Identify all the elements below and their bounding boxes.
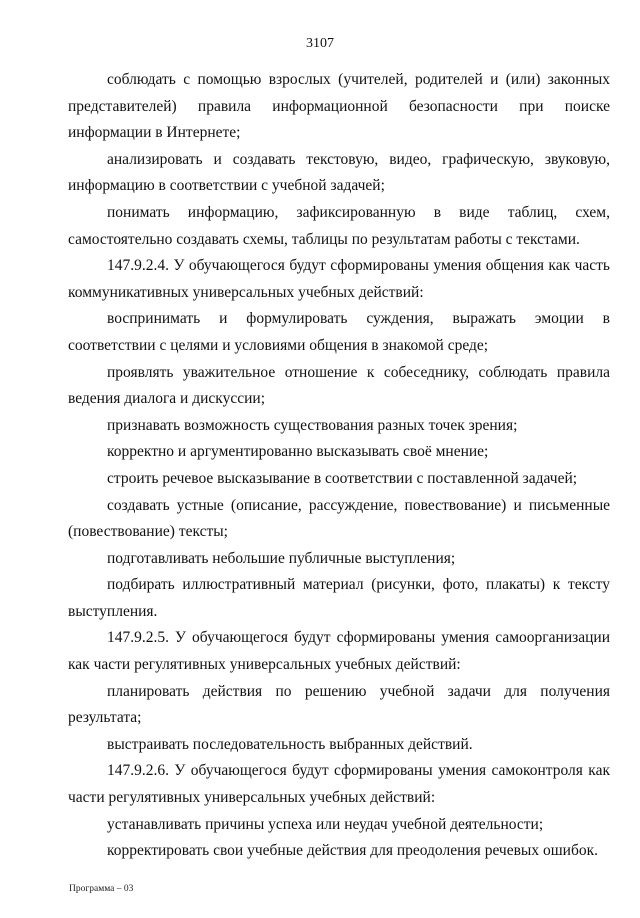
paragraph: подбирать иллюстративный материал (рисунки, фото, плакаты) к тексту выступления. <box>68 576 610 620</box>
paragraph: признавать возможность существования разных точек зрения; <box>107 416 518 434</box>
page-number: 3107 <box>306 36 334 51</box>
footer-note: Программа – 03 <box>69 884 134 894</box>
document-body <box>68 67 610 865</box>
paragraph: корректно и аргументированно высказывать своё мнение; <box>107 443 489 461</box>
paragraph: анализировать и создавать текстовую, видео, графическую, звуковую, информацию в соответствии с учебной задачей; <box>68 150 610 195</box>
paragraph: корректировать свои учебные действия для преодоления речевых ошибок. <box>107 842 598 860</box>
paragraph: строить речевое высказывание в соответствии с поставленной задачей; <box>107 469 578 487</box>
paragraph: соблюдать с помощью взрослых (учителей, родителей и (или) законных представителей) правила информационной безопасности при поиске информации в Интернете; <box>68 71 610 142</box>
paragraph: создавать устные (описание, рассуждение, повествование) и письменные (повествование) тексты; <box>68 496 610 541</box>
paragraph: 147.9.2.5. У обучающегося будут сформированы умения самоорганизации как части регулятивных универсальных учебных действий: <box>68 629 610 674</box>
paragraph: планировать действия по решению учебной задачи для получения результата; <box>68 682 610 727</box>
paragraph: 147.9.2.6. У обучающегося будут сформированы умения самоконтроля как части регулятивных универсальных учебных действий: <box>68 762 610 807</box>
paragraph: 147.9.2.4. У обучающегося будут сформированы умения общения как часть коммуникативных универсальных учебных действий: <box>68 257 610 301</box>
paragraph: воспринимать и формулировать суждения, выражать эмоции в соответствии с целями и условиями общения в знакомой среде; <box>68 310 610 354</box>
paragraph: подготавливать небольшие публичные выступления; <box>107 549 456 567</box>
paragraph: выстраивать последовательность выбранных действий. <box>107 735 473 753</box>
paragraph: устанавливать причины успеха или неудач учебной деятельности; <box>107 815 544 833</box>
paragraph: понимать информацию, зафиксированную в виде таблиц, схем, самостоятельно создавать схемы, таблицы по результатам работы с текстами. <box>68 203 610 248</box>
paragraph: проявлять уважительное отношение к собеседнику, соблюдать правила ведения диалога и дискуссии; <box>68 363 610 408</box>
